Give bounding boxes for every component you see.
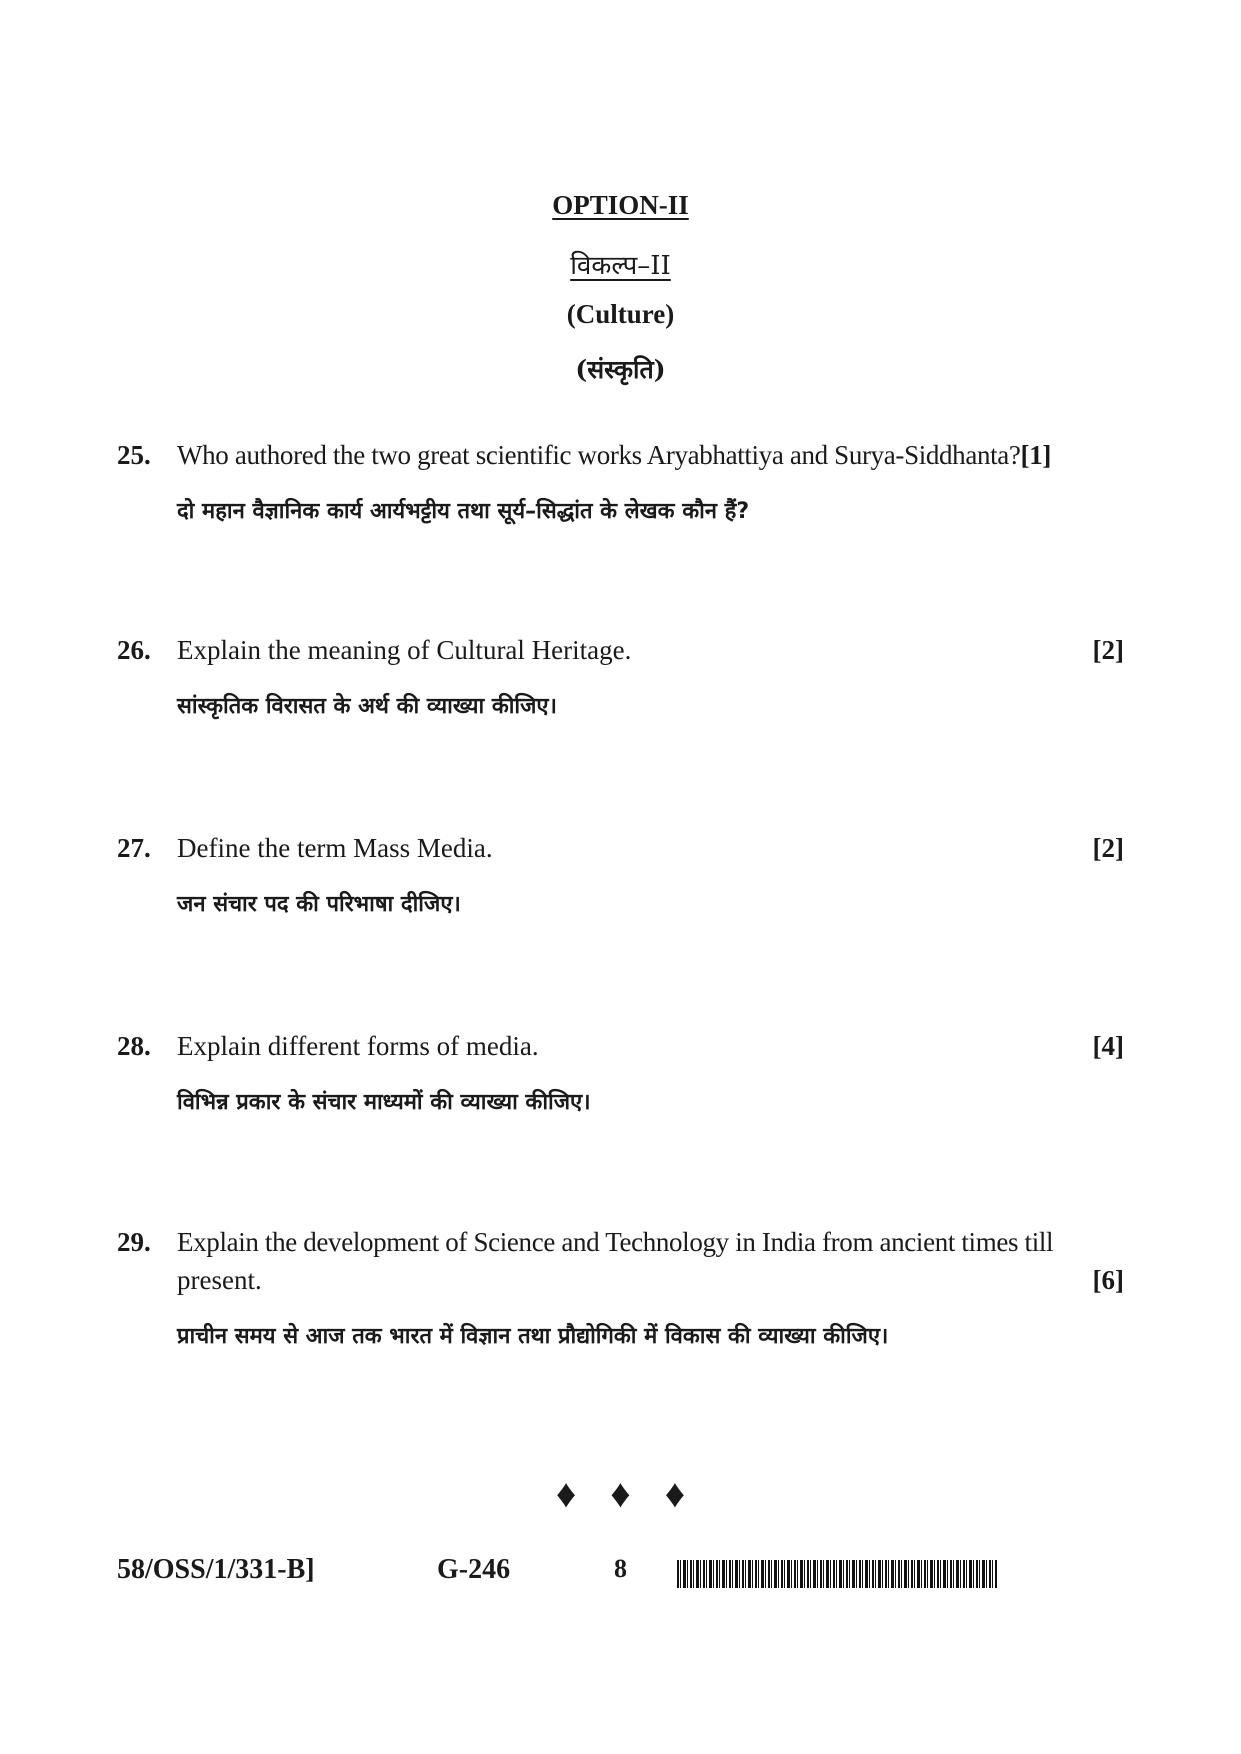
question-28 (117, 1027, 1124, 1119)
end-marker-diamonds: ♦♦♦ (555, 1471, 720, 1516)
question-29 (117, 1223, 1124, 1353)
question-text: Explain different forms of media. (177, 1031, 539, 1061)
option-title: OPTION-II (552, 190, 689, 220)
question-text: Who authored the two great scientific works Aryabhattiya and Surya-Siddhanta?[1] (177, 440, 1051, 470)
question-number: 26. (117, 635, 151, 665)
question-26 (117, 631, 1124, 723)
barcode (677, 1560, 997, 1588)
option-title-hindi: विकल्प–II (570, 251, 671, 281)
section-title: (Culture) (566, 299, 675, 329)
paper-code: 58/OSS/1/331-B] (117, 1554, 315, 1585)
question-number: 27. (117, 833, 151, 863)
question-text-hindi: दो महान वैज्ञानिक कार्य आर्यभट्टीय तथा सूर्य–सिद्धांत के लेखक कौन हैं? (177, 499, 750, 524)
section-title-hindi: (संस्कृति) (575, 355, 666, 384)
question-number: 25. (117, 440, 151, 470)
question-text-hindi: प्राचीन समय से आज तक भारत में विज्ञान तथा प्रौद्योगिकी में विकास की व्याख्या कीजिए। (177, 1324, 889, 1349)
question-text-hindi: जन संचार पद की परिभाषा दीजिए। (177, 892, 461, 917)
page-number: 8 (614, 1554, 627, 1583)
question-27 (117, 829, 1124, 921)
question-text-hindi: सांस्कृतिक विरासत के अर्थ की व्याख्या कीजिए। (177, 694, 557, 719)
question-marks: [1] (1020, 440, 1051, 470)
question-text-hindi: विभिन्न प्रकार के संचार माध्यमों की व्याख्या कीजिए। (177, 1090, 591, 1115)
question-marks: [4] (1092, 1031, 1124, 1061)
question-marks: [2] (1092, 635, 1124, 665)
question-25 (117, 436, 1124, 528)
question-text: Explain the development of Science and Technology in India from ancient times till (177, 1227, 1054, 1257)
page-footer (117, 1554, 1127, 1598)
question-number: 29. (117, 1227, 151, 1257)
question-text: Explain the meaning of Cultural Heritage. (177, 635, 632, 665)
question-text: Define the term Mass Media. (177, 833, 493, 863)
question-marks: [2] (1092, 833, 1124, 863)
series-code: G-246 (437, 1554, 511, 1585)
question-text-continued: present. (177, 1265, 262, 1295)
question-number: 28. (117, 1031, 151, 1061)
question-marks: [6] (1092, 1265, 1124, 1295)
